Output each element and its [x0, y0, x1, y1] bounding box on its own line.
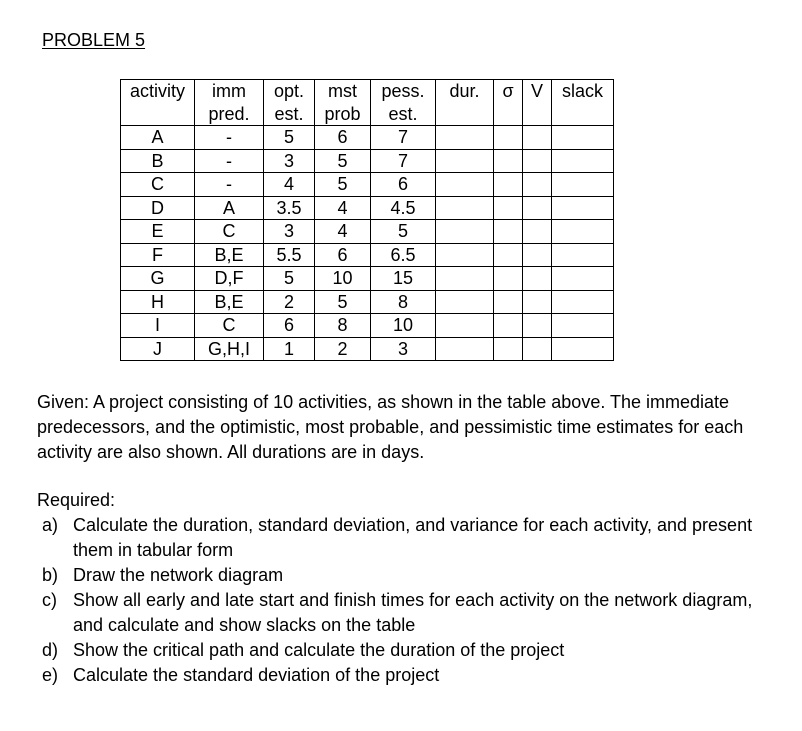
table-cell: 2	[264, 290, 315, 314]
table-cell: B,E	[195, 243, 264, 267]
table-cell	[523, 267, 552, 291]
table-cell	[494, 243, 523, 267]
table-cell	[436, 220, 494, 244]
table-row	[121, 243, 614, 267]
table-cell: C	[195, 314, 264, 338]
table-cell: -	[195, 126, 264, 150]
table-cell: B	[121, 149, 195, 173]
table-cell: 5	[315, 290, 371, 314]
table-cell	[523, 103, 552, 126]
table-cell	[494, 314, 523, 338]
table-cell: opt.	[264, 80, 315, 103]
table-cell	[121, 103, 195, 126]
table-cell: 5	[315, 149, 371, 173]
table-cell: 3	[264, 220, 315, 244]
table-cell	[552, 126, 614, 150]
table-cell: 4.5	[371, 196, 436, 220]
table-cell: 5	[371, 220, 436, 244]
table-cell: 6	[315, 126, 371, 150]
table-cell: D	[121, 196, 195, 220]
required-item	[37, 563, 787, 588]
table-cell: est.	[371, 103, 436, 126]
table-cell	[523, 337, 552, 361]
table-cell	[552, 173, 614, 197]
table-cell	[523, 196, 552, 220]
table-cell: 3.5	[264, 196, 315, 220]
table-cell: 5	[315, 173, 371, 197]
table-cell: 10	[315, 267, 371, 291]
table-cell: 3	[371, 337, 436, 361]
table-cell	[494, 196, 523, 220]
table-cell	[436, 196, 494, 220]
required-list	[37, 513, 787, 688]
table-row	[121, 290, 614, 314]
required-item	[37, 513, 787, 563]
table-cell	[552, 149, 614, 173]
table-cell	[552, 314, 614, 338]
table-cell: 5	[264, 267, 315, 291]
table-cell	[436, 173, 494, 197]
table-cell: H	[121, 290, 195, 314]
table-cell	[523, 243, 552, 267]
table-cell	[523, 173, 552, 197]
table-cell	[436, 243, 494, 267]
table-cell: -	[195, 173, 264, 197]
table-cell	[552, 290, 614, 314]
table-header-row	[121, 103, 614, 126]
table-cell: -	[195, 149, 264, 173]
problem-title: PROBLEM 5	[42, 30, 146, 50]
table-cell	[552, 267, 614, 291]
table-cell: 15	[371, 267, 436, 291]
table-cell: C	[121, 173, 195, 197]
table-cell	[494, 267, 523, 291]
table-cell	[436, 290, 494, 314]
table-cell: C	[195, 220, 264, 244]
table-cell	[552, 337, 614, 361]
table-cell: 6.5	[371, 243, 436, 267]
table-cell: slack	[552, 80, 614, 103]
table-cell	[523, 126, 552, 150]
table-cell: E	[121, 220, 195, 244]
table-cell: V	[523, 80, 552, 103]
table-cell: G,H,I	[195, 337, 264, 361]
required-item-text: Show the critical path and calculate the duration of the project	[73, 640, 565, 660]
table-cell: 8	[371, 290, 436, 314]
table-cell	[494, 149, 523, 173]
table-cell	[523, 290, 552, 314]
table-cell: A	[195, 196, 264, 220]
table-cell	[436, 126, 494, 150]
table-cell: σ	[494, 80, 523, 103]
required-section	[37, 488, 787, 688]
table-cell: 1	[264, 337, 315, 361]
table-cell	[436, 337, 494, 361]
table-cell	[494, 337, 523, 361]
required-item	[37, 663, 787, 688]
table-row	[121, 220, 614, 244]
table-cell: G	[121, 267, 195, 291]
table-cell: 5.5	[264, 243, 315, 267]
required-item	[37, 638, 787, 663]
table-cell: mst	[315, 80, 371, 103]
table-row	[121, 196, 614, 220]
table-cell: 3	[264, 149, 315, 173]
table-row	[121, 126, 614, 150]
table-cell: 7	[371, 149, 436, 173]
table-cell: J	[121, 337, 195, 361]
table-cell: est.	[264, 103, 315, 126]
table-row	[121, 173, 614, 197]
table-cell: 8	[315, 314, 371, 338]
table-cell	[436, 267, 494, 291]
table-cell: pred.	[195, 103, 264, 126]
table-header-row	[121, 80, 614, 103]
required-item-text: Draw the network diagram	[73, 565, 284, 585]
required-item-label: d)	[42, 640, 59, 660]
table-row	[121, 267, 614, 291]
table-cell: B,E	[195, 290, 264, 314]
table-cell	[494, 220, 523, 244]
table-cell	[523, 220, 552, 244]
required-item-text: Calculate the duration, standard deviation, and variance for each activity, and present them in tabular form	[73, 515, 753, 560]
table-cell: 6	[315, 243, 371, 267]
table-cell: 7	[371, 126, 436, 150]
table-cell: 2	[315, 337, 371, 361]
table-cell: 10	[371, 314, 436, 338]
table-cell	[494, 103, 523, 126]
table-row	[121, 314, 614, 338]
activity-table	[120, 79, 614, 361]
table-cell: 4	[264, 173, 315, 197]
table-cell	[523, 149, 552, 173]
table-cell: pess.	[371, 80, 436, 103]
table-cell	[552, 103, 614, 126]
table-cell: D,F	[195, 267, 264, 291]
given-paragraph: Given: A project consisting of 10 activities, as shown in the table above. The immediate predecessors, and the optimistic, most probable, and pessimistic time estimates for each activity are also shown. All durations are in days.	[37, 392, 744, 462]
required-item-label: e)	[42, 665, 59, 685]
table-cell	[436, 103, 494, 126]
table-cell: imm	[195, 80, 264, 103]
table-cell: 6	[371, 173, 436, 197]
table-cell	[552, 243, 614, 267]
table-cell	[523, 314, 552, 338]
table-cell: 4	[315, 196, 371, 220]
table-cell	[494, 126, 523, 150]
required-heading: Required:	[37, 490, 116, 510]
table-cell: I	[121, 314, 195, 338]
table-cell: A	[121, 126, 195, 150]
table-cell	[436, 149, 494, 173]
table-cell	[552, 196, 614, 220]
table-cell	[494, 290, 523, 314]
table-cell: F	[121, 243, 195, 267]
required-item	[37, 588, 787, 638]
required-item-label: b)	[42, 565, 59, 585]
table-row	[121, 337, 614, 361]
table-cell	[436, 314, 494, 338]
required-item-label: c)	[42, 590, 57, 610]
table-cell	[552, 220, 614, 244]
table-cell: 5	[264, 126, 315, 150]
table-cell: 6	[264, 314, 315, 338]
table-cell: activity	[121, 80, 195, 103]
required-item-text: Show all early and late start and finish times for each activity on the network diagram, and calculate and show slacks on the table	[73, 590, 753, 635]
table-cell: dur.	[436, 80, 494, 103]
table-cell: prob	[315, 103, 371, 126]
required-item-text: Calculate the standard deviation of the project	[73, 665, 440, 685]
table-cell	[494, 173, 523, 197]
table-cell: 4	[315, 220, 371, 244]
table-row	[121, 149, 614, 173]
required-item-label: a)	[42, 515, 59, 535]
